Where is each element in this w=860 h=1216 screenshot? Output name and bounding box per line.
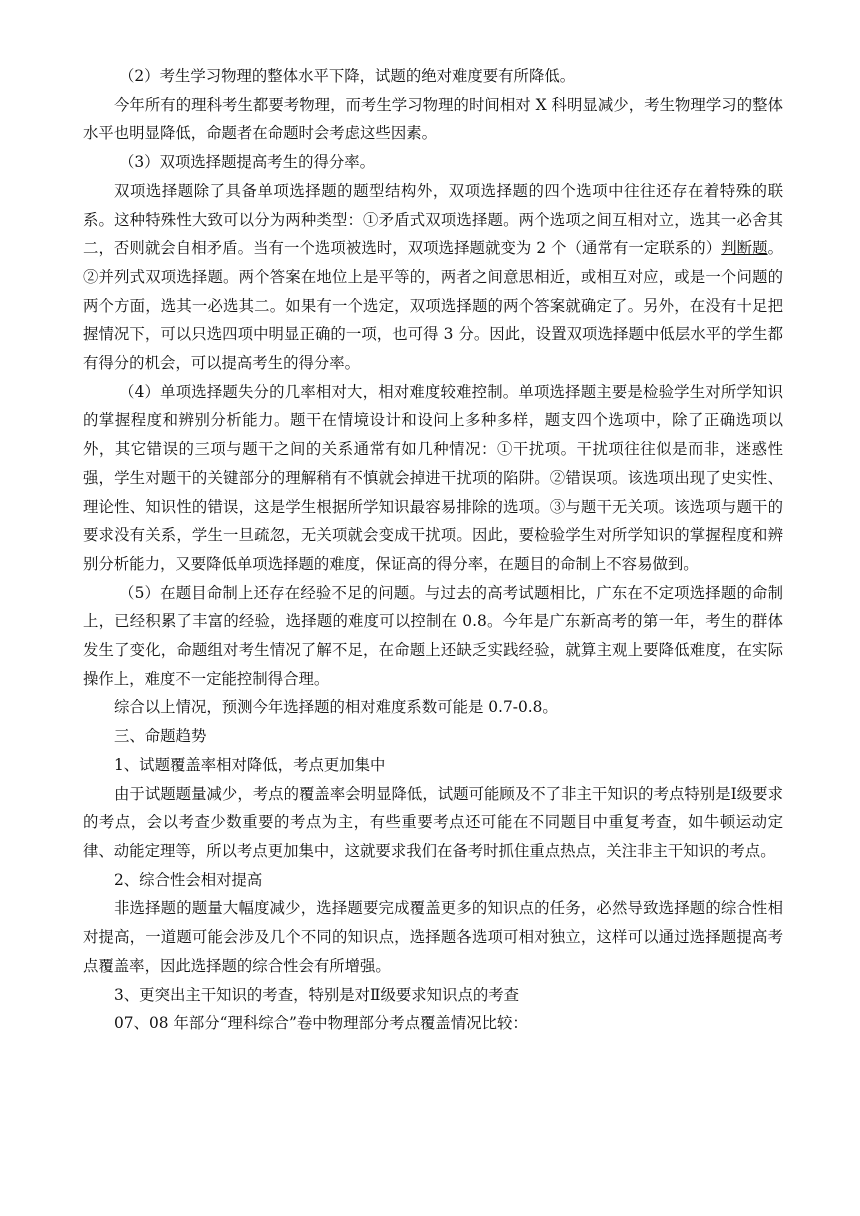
paragraph-double-choice (83, 177, 783, 378)
paragraph-item-3-heading: （3）双项选择题提高考生的得分率。 (119, 153, 376, 172)
document-page (83, 62, 783, 1038)
paragraph-comprehensive: 非选择题的题量大幅度减少，选择题要完成覆盖更多的知识点的任务，必然导致选择题的综合性相对提高，一道题可能会涉及几个不同的知识点，选择题各选项可相对独立，这样可以通过选择题提高考点覆盖率，因此选择题的综合性会有所增强。 (83, 899, 783, 975)
paragraph-item-4: （4）单项选择题失分的几率相对大，相对难度较难控制。单项选择题主要是检验学生对所学知识的掌握程度和辨别分析能力。题干在情境设计和设问上多种多样，题支四个选项中，除了正确选项以外，其它错误的三项与题干之间的关系通常有如几种情况：①干扰项。干扰项往往似是而非，迷惑性强，学生对题干的关键部分的理解稍有不慎就会掉进干扰项的陷阱。②错误项。该选项出现了史实性、理论性、知识性的错误，这是学生根据所学知识最容易排除的选项。③与题干无关项。该选项与题干的要求没有关系，学生一旦疏忽，无关项就会变成干扰项。因此，要检验学生对所学知识的掌握程度和辨别分析能力，又要降低单项选择题的难度，保证高的得分率，在题目的命制上不容易做到。 (83, 382, 783, 573)
section-heading-trends: 三、命题趋势 (114, 727, 207, 746)
judgement-question-link[interactable]: 判断题 (721, 239, 768, 258)
paragraph-physics-level: 今年所有的理科考生都要考物理，而考生学习物理的时间相对 X 科明显减少，考生物理学习的整体水平也明显降低，命题者在命题时会考虑这些因素。 (83, 95, 783, 143)
subheading-coverage: 1、试题覆盖率相对降低，考点更加集中 (114, 755, 386, 774)
paragraph-coverage: 由于试题题量减少，考点的覆盖率会明显降低，试题可能顾及不了非主干知识的考点特别是Ⅰ级要求的考点，会以考查少数重要的考点为主，有些重要考点还可能在不同题目中重复考查，如牛顿运动定律、动能定理等，所以考点更加集中，这就要求我们在备考时抓住重点热点，关注非主干知识的考点。 (83, 784, 783, 860)
paragraph-item-2-heading: （2）考生学习物理的整体水平下降，试题的绝对难度要有所降低。 (119, 67, 576, 85)
paragraph-double-choice-part2: 。②并列式双项选择题。两个答案在地位上是平等的，两者之间意思相近，或相互对应，或是一个问题的两个方面，选其一必选其二。如果有一个选定，双项选择题的两个答案就确定了。另外，在没有十足把握情况下，可以只选四项中明显正确的一项，也可得 3 分。因此，设置双项选择题中低层水平的学生都有得分的机会，可以提高考生的得分率。 (83, 239, 783, 373)
paragraph-comparison-intro: 07、08 年部分“理科综合”卷中物理部分考点覆盖情况比较： (114, 1014, 528, 1033)
paragraph-summary: 综合以上情况，预测今年选择题的相对难度系数可能是 0.7-0.8。 (114, 698, 558, 717)
subheading-comprehensive: 2、综合性会相对提高 (114, 870, 263, 889)
paragraph-double-choice-part1: 双项选择题除了具备单项选择题的题型结构外，双项选择题的四个选项中往往还存在着特殊的联系。这种特殊性大致可以分为两种类型：①矛盾式双项选择题。两个选项之间互相对立，选其一必舍其二，否则就会自相矛盾。当有一个选项被选时，双项选择题就变为 2 个（通常有一定联系的） (83, 181, 783, 258)
subheading-main-knowledge: 3、更突出主干知识的考查，特别是对Ⅱ级要求知识点的考查 (114, 985, 520, 1004)
paragraph-item-5: （5）在题目命制上还存在经验不足的问题。与过去的高考试题相比，广东在不定项选择题的命制上，已经积累了丰富的经验，选择题的难度可以控制在 0.8。今年是广东新高考的第一年，考生的群体发生了变化，命题组对考生情况了解不足，在命题上还缺乏实践经验，就算主观上要降低难度，在实际操作上，难度不一定能控制得合理。 (83, 583, 783, 688)
